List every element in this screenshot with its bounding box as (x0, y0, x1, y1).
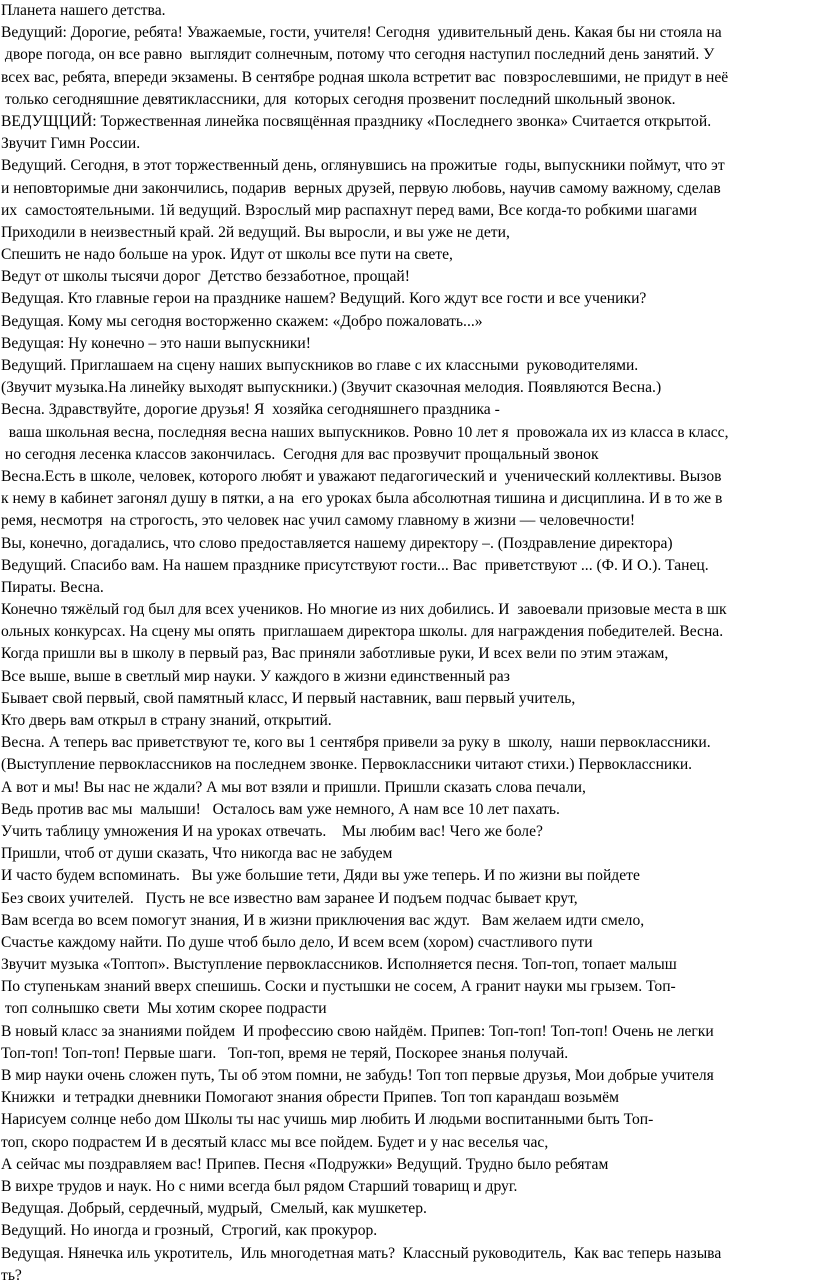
text-line: Пираты. Весна. (1, 578, 104, 596)
text-line: Пришли, чтоб от души сказать, Что никогда вас не забудем (1, 845, 393, 863)
text-line: По ступенькам знаний вверх спешишь. Соски и пустышки не сосем, А гранит науки мы грызем. Топ- (1, 978, 676, 996)
text-line: Счастье каждому найти. По душе чтоб было дело, И всем всем (хором) счастливого пути (1, 933, 593, 951)
text-line: Вы, конечно, догадались, что слово предоставляется нашему директору –. (Поздравление директора) (1, 534, 673, 552)
text-line: Все выше, выше в светлый мир науки. У каждого в жизни единственный раз (1, 667, 510, 685)
text-line: Весна.Есть в школе, человек, которого любят и уважают педагогический и ученический коллективы. Вызов (1, 467, 722, 485)
text-line: Ведь против вас мы малыши! Осталось вам уже немного, А нам все 10 лет пахать. (1, 800, 560, 818)
text-line: Ведущая. Добрый, сердечный, мудрый, Смелый, как мушкетер. (1, 1200, 427, 1218)
text-line: Конечно тяжёлый год был для всех учеников. Но многие из них добились. И завоевали призовые места в шк (1, 601, 727, 619)
text-line: топ солнышко свети Мы хотим скорее подрасти (1, 1000, 327, 1018)
text-line: к нему в кабинет загонял душу в пятки, а на его уроках была абсолютная тишина и дисциплина. И в то же в (1, 490, 723, 508)
text-line: их самостоятельными. 1й ведущий. Взрослый мир распахнут перед вами, Все когда-то робкими шагами (1, 201, 697, 219)
text-line: топ, скоро подрастем И в десятый класс мы все пойдем. Будет и у нас веселья час, (1, 1133, 549, 1151)
text-line: Спешить не надо больше на урок. Идут от школы все пути на свете, (1, 246, 453, 264)
text-line: Вам всегда во всем помогут знания, И в жизни приключения вас ждут. Вам желаем идти смело, (1, 911, 645, 929)
text-line: дворе погода, он все равно выглядит солнечным, потому что сегодня наступил последний день занятий. У (1, 46, 715, 64)
text-line: Планета нашего детства. (1, 2, 166, 19)
text-line: всех вас, ребята, впереди экзамены. В сентябре родная школа встретит вас повзрослевшими, не придут в неё (1, 68, 729, 86)
text-line: Ведут от школы тысячи дорог Детство беззаботное, прощай! (1, 268, 410, 286)
text-line: Кто дверь вам открыл в страну знаний, открытий. (1, 712, 332, 729)
text-line: Когда пришли вы в школу в первый раз, Вас приняли заботливые руки, И всех вели по этим этажам, (1, 645, 669, 663)
text-line: Звучит Гимн России. (1, 135, 141, 153)
text-line: В вихре трудов и наук. Но с ними всегда был рядом Старший товарищ и друг. (1, 1177, 518, 1195)
text-line: Ведущий. Но иногда и грозный, Строгий, как прокурор. (1, 1222, 378, 1240)
text-line: А сейчас мы поздравляем вас! Припев. Песня «Подружки» Ведущий. Трудно было ребятам (1, 1155, 609, 1173)
text-line: Топ-топ! Топ-топ! Первые шаги. Топ-топ, время не теряй, Поскорее знанья получай. (1, 1044, 569, 1062)
text-line: Весна. А теперь вас приветствуют те, кого вы 1 сентября привели за руку в школу, наши первоклассники. (1, 734, 711, 752)
text-line: В мир науки очень сложен путь, Ты об этом помни, не забудь! Топ топ первые друзья, Мои добрые учителя (1, 1067, 714, 1084)
text-line: Звучит музыка «Топтоп». Выступление первоклассников. Исполняется песня. Топ-топ, топает малыш (1, 956, 677, 974)
text-line: ваша школьная весна, последняя весна наших выпускников. Ровно 10 лет я провожала их из класса в класс, (1, 423, 729, 441)
text-line: ольных конкурсах. На сцену мы опять приглашаем директора школы. для награждения победителей. Весна. (1, 623, 724, 641)
text-line: Ведущий. Приглашаем на сцену наших выпускников во главе с их классными руководителями. (1, 357, 639, 374)
text-line: но сегодня лесенка классов закончилась. Сегодня для вас прозвучит прощальный звонок (1, 445, 599, 463)
text-line: (Звучит музыка.На линейку выходят выпускники.) (Звучит сказочная мелодия. Появляются Весна.) (1, 379, 662, 397)
text-line: Книжки и тетрадки дневники Помогают знания обрести Припев. Топ топ карандаш возьмём (1, 1089, 619, 1107)
text-line: В новый класс за знаниями пойдем И профессию свою найдём. Припев: Топ-топ! Топ-топ! Очень не легки (1, 1022, 714, 1040)
text-line: ть? (1, 1266, 22, 1284)
text-line: Без своих учителей. Пусть не все известно вам заранее И подъем подчас бывает крут, (1, 889, 578, 907)
text-line: Ведущая. Нянечка иль укротитель, Иль многодетная мать? Классный руководитель, Как вас теперь называ (1, 1244, 722, 1262)
text-line: А вот и мы! Вы нас не ждали? А мы вот взяли и пришли. Пришли сказать слова печали, (1, 778, 586, 796)
text-line: Бывает свой первый, свой памятный класс, И первый наставник, ваш первый учитель, (1, 689, 576, 707)
text-line: Учить таблицу умножения И на уроках отвечать. Мы любим вас! Чего же боле? (1, 822, 543, 840)
text-line: И часто будем вспоминать. Вы уже большие тети, Дяди вы уже теперь. И по жизни вы пойдете (1, 867, 640, 885)
text-line: Ведущая. Кто главные герои на празднике нашем? Ведущий. Кого ждут все гости и все ученики? (1, 290, 647, 308)
text-line: Ведущая: Ну конечно – это наши выпускники! (1, 334, 311, 352)
text-line: Ведущий. Сегодня, в этот торжественный день, оглянувшись на прожитые годы, выпускники поймут, что эт (1, 157, 725, 175)
text-line: (Выступление первоклассников на последнем звонке. Первоклассники читают стихи.) Первоклассники. (1, 756, 693, 774)
text-line: Ведущая. Кому мы сегодня восторженно скажем: «Добро пожаловать...» (1, 312, 483, 330)
text-line: и неповторимые дни закончились, подарив верных друзей, первую любовь, научив самому важному, сделав (1, 179, 721, 197)
text-line: ремя, несмотря на строгость, это человек нас учил самому главному в жизни — человечности! (1, 512, 636, 530)
text-line: Нарисуем солнце небо дом Школы ты нас учишь мир любить И людьми воспитанными быть Топ- (1, 1111, 654, 1129)
text-line: Ведущий. Спасибо вам. На нашем празднике присутствуют гости... Вас приветствуют ... (Ф. И О.). Танец. (1, 556, 709, 574)
text-line: Приходили в неизвестный край. 2й ведущий. Вы выросли, и вы уже не дети, (1, 223, 510, 241)
text-line: только сегодняшние девятиклассники, для которых сегодня прозвенит последний школьный звонок. (1, 90, 676, 108)
text-line: ВЕДУЩЦИЙ: Торжественная линейка посвящённая празднику «Последнего звонка» Считается открытой. (1, 112, 712, 130)
text-line: Весна. Здравствуйте, дорогие друзья! Я хозяйка сегодняшнего праздника - (1, 401, 500, 419)
text-line: Ведущий: Дорогие, ребята! Уважаемые, гости, учителя! Сегодня удивительный день. Какая бы ни стояла на (1, 24, 722, 42)
